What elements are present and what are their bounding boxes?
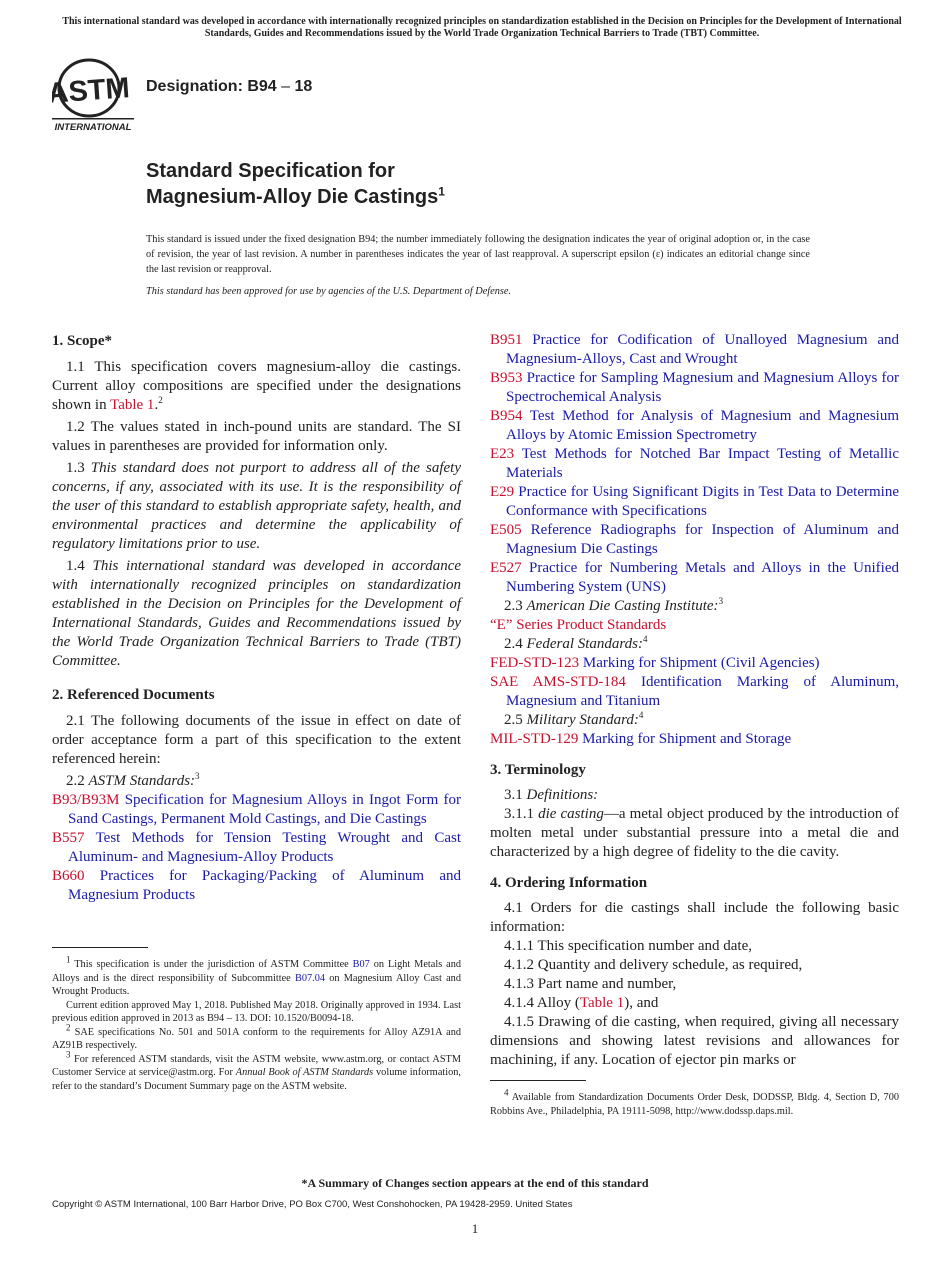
table1-link[interactable]: Table 1 [579, 995, 625, 1011]
logo-international-text: INTERNATIONAL [54, 122, 132, 132]
astm-ref-item[interactable]: E505 Reference Radiographs for Inspection of Aluminum and Magnesium Die Castings [490, 522, 900, 557]
mil-ref-item[interactable]: MIL-STD-129 Marking for Shipment and Storage [490, 731, 792, 747]
para-1-4: 1.4 This international standard was developed in accordance with internationally recognized principles on standardization established in the Decision on Principles for the Development of International Standards, Guides and Recommendations issued by the World Trade Organization Technical Barriers to Trade (TBT) Committee. [52, 558, 462, 669]
footnotes-left [52, 954, 462, 1093]
para-1-2: 1.2 The values stated in inch-pound units are standard. The SI values in parentheses are provided for information only. [52, 419, 461, 454]
para-4-1-1: 4.1.1 This specification number and date, [504, 938, 752, 954]
astm-ref-item[interactable]: E29 Practice for Using Significant Digits in Test Data to Determine Conformance with Specifications [490, 484, 899, 519]
footnotes-right [490, 1087, 899, 1118]
para-2-4: 2.4 Federal Standards:$^4$ [504, 634, 648, 652]
footnote-3: $^3$ For referenced ASTM standards, visit the ASTM website, www.astm.org, or contact ASTM Customer Service at service@astm.org. For Annual Book of ASTM Standards volume information, refer to the standard’s Document Summary page on the ASTM website. [52, 1049, 461, 1092]
adci-ref-item[interactable]: “E” Series Product Standards [490, 617, 667, 633]
astm-ref-item[interactable]: E23 Test Methods for Notched Bar Impact Testing of Metallic Materials [490, 446, 899, 481]
footnote-1-edition: Current edition approved May 1, 2018. Published May 2018. Originally approved in 1934. Last previous edition approved in 2013 as B94 – 13. DOI: 10.1520/B0094-18. [52, 999, 461, 1024]
footnote-divider [490, 1080, 586, 1081]
top-notice: This international standard was developed in accordance with internationally recognized principles on standardization established in the Decision on Principles for the Development of International Standards, Guides and Recommendations issued by the World Trade Organization Technical Barriers to Trade (TBT) Committee. [62, 16, 902, 39]
astm-ref-item[interactable]: B951 Practice for Codification of Unalloyed Magnesium and Magnesium-Alloys, Cast and Wrought [490, 332, 899, 367]
para-4-1-2: 4.1.2 Quantity and delivery schedule, as required, [504, 957, 803, 973]
b0704-link[interactable]: B07.04 [294, 972, 325, 984]
astm-ref-item[interactable]: B557 Test Methods for Tension Testing Wrought and Cast Aluminum- and Magnesium-Alloy Products [52, 830, 461, 865]
scope-heading: 1. Scope* [52, 333, 112, 349]
astm-ref-item[interactable]: B953 Practice for Sampling Magnesium and Magnesium Alloys for Spectrochemical Analysis [490, 370, 899, 405]
designation-dash: – [281, 78, 291, 95]
fed-ref-item[interactable]: FED-STD-123 Marking for Shipment (Civil Agencies) [490, 655, 820, 671]
copyright: Copyright © ASTM International, 100 Barr Harbor Drive, PO Box C700, West Conshohocken, PA 19428-2959. United States [52, 1199, 573, 1210]
left-column [52, 332, 461, 905]
terminology-heading: 3. Terminology [490, 762, 586, 778]
title-footnote-mark: 1 [438, 184, 445, 199]
para-4-1-4: 4.1.4 Alloy (Table 1), and [504, 995, 659, 1011]
designation-year: 18 [294, 78, 313, 95]
summary-note: *A Summary of Changes section appears at the end of this standard [301, 1176, 649, 1190]
logo-org-text: ASTM [52, 72, 131, 110]
page-title [146, 158, 445, 210]
approved-note: This standard has been approved for use by agencies of the U.S. Department of Defense. [146, 286, 512, 297]
b07-link[interactable]: B07 [352, 959, 370, 970]
astm-ref-item[interactable]: B660 Practices for Packaging/Packing of Aluminum and Magnesium Products [52, 868, 462, 903]
designation-label: Designation: B94 [146, 78, 277, 95]
ordering-heading: 4. Ordering Information [490, 875, 648, 891]
para-1-1: 1.1 This specification covers magnesium-alloy die castings. Current alloy compositions are specified under the designations shown in Table 1.$^2$ [52, 359, 461, 413]
intro-paragraph: This standard is issued under the fixed designation B94; the number immediately following the designation indicates the year of original adoption or, in the case of revision, the year of last revision. A number in parentheses indicates the year of last reapproval. A superscript epsilon (ε) indicates an editorial change since the last revision or reapproval. [146, 234, 810, 275]
title-line1: Standard Specification for [146, 160, 395, 182]
title-line2: Magnesium-Alloy Die Castings [146, 186, 439, 208]
designation [146, 78, 312, 96]
para-4-1-5: 4.1.5 Drawing of die casting, when required, giving all necessary dimensions and showing latest revisions and allowances for machining, if any. Location of ejector pin marks or [490, 1014, 899, 1068]
para-4-1: 4.1 Orders for die castings shall include the following basic information: [490, 900, 899, 935]
footnote-2: $^2$ SAE specifications No. 501 and 501A conform to the requirements for Alloy AZ91A and AZ91B respectively. [52, 1022, 462, 1051]
referenced-heading: 2. Referenced Documents [52, 687, 215, 703]
astm-ref-item[interactable]: B93/B93M Specification for Magnesium Alloys in Ingot Form for Sand Castings, Permanent Mold Castings, and Die Castings [52, 792, 462, 827]
footnote-4: $^4$ Available from Standardization Documents Order Desk, DODSSP, Bldg. 4, Section D, 700 Robbins Ave., Philadelphia, PA 19111-5098, http://www.dodssp.daps.mil. [490, 1087, 899, 1117]
right-column [490, 331, 899, 1070]
fed-ref-item[interactable]: SAE AMS-STD-184 Identification Marking of Aluminum, Magnesium and Titanium [490, 674, 899, 709]
para-3-1: 3.1 Definitions: [504, 787, 599, 803]
astm-logo [52, 56, 134, 132]
astm-ref-item[interactable]: B954 Test Method for Analysis of Magnesium and Magnesium Alloys by Atomic Emission Spectrometry [490, 408, 900, 443]
page-number: 1 [471, 1221, 479, 1236]
footnote-divider [52, 947, 148, 948]
para-1-3: 1.3 This standard does not purport to address all of the safety concerns, if any, associated with its use. It is the responsibility of the user of this standard to establish appropriate safety, health, and environmental practices and determine the applicability of regulatory limitations prior to use. [52, 460, 461, 552]
table1-link[interactable]: Table 1 [110, 397, 155, 413]
para-2-3: 2.3 American Die Casting Institute:$^3$ [504, 596, 724, 614]
astm-ref-item[interactable]: E527 Practice for Numbering Metals and Alloys in the Unified Numbering System (UNS) [490, 560, 900, 595]
para-4-1-3: 4.1.3 Part name and number, [504, 976, 677, 992]
footnote-1: $^1$ This specification is under the jurisdiction of ASTM Committee B07 on Light Metals and Alloys and is the direct responsibility of Subcommittee B07.04 on Magnesium Alloy Cast and Wrought Products. [52, 954, 461, 997]
para-2-2: 2.2 ASTM Standards:$^3$ [66, 771, 200, 789]
para-2-5: 2.5 Military Standard:$^4$ [504, 710, 644, 728]
para-3-1-1: 3.1.1 die casting—a metal object produced by the introduction of molten metal under substantial pressure into a metal die and characterized by a high degree of fidelity to the die cavity. [490, 806, 900, 860]
para-2-1: 2.1 The following documents of the issue in effect on date of order acceptance form a part of this specification to the extent referenced herein: [52, 713, 461, 767]
